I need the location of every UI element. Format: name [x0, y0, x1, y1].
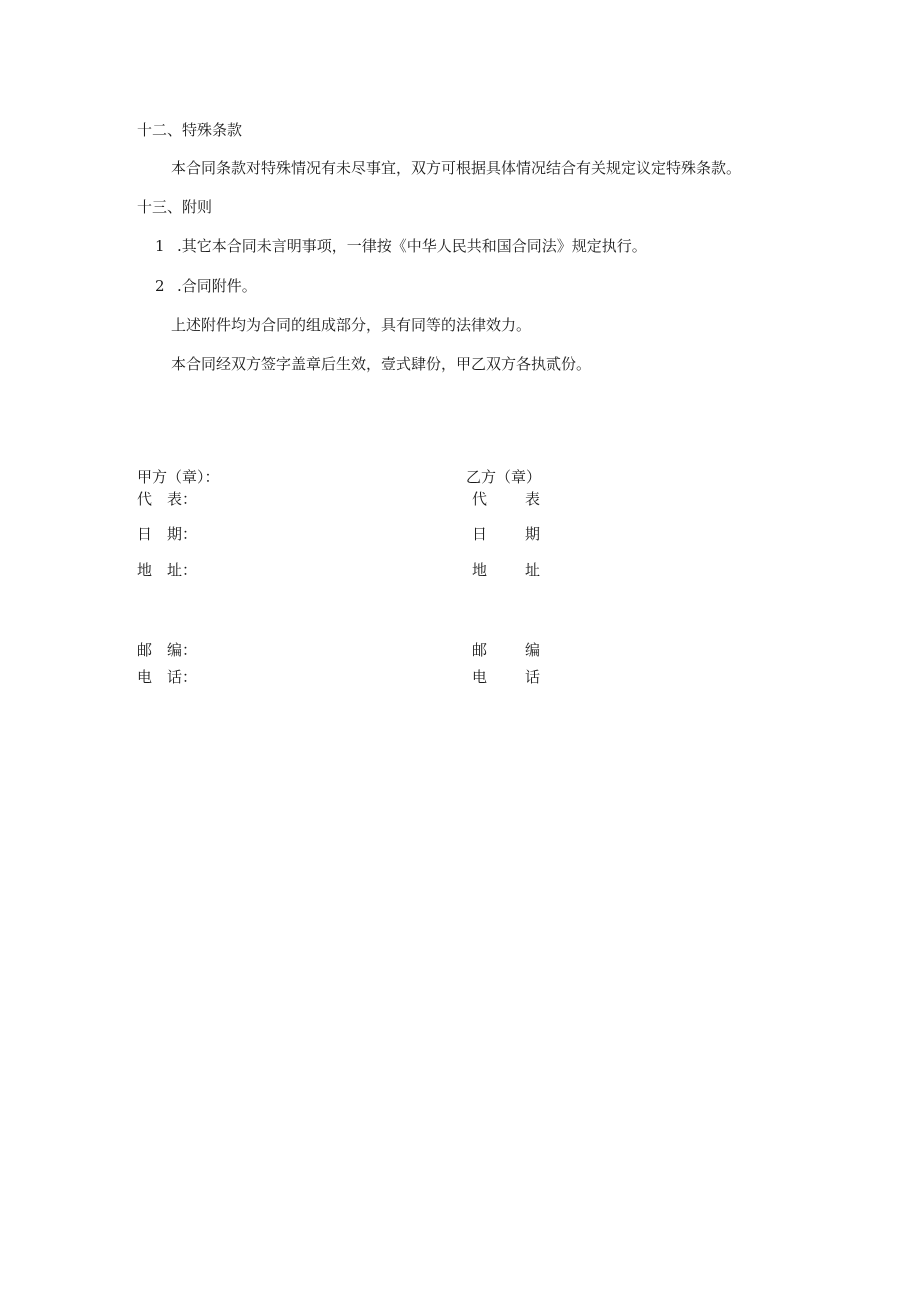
- label-char: 电: [137, 668, 153, 686]
- section-12-body: 本合同条款对特殊情况有未尽事宜，双方可根据具体情况结合有关规定议定特殊条款。: [171, 159, 742, 177]
- label-char: 话：: [166, 668, 197, 686]
- party-b-date: [472, 524, 540, 544]
- party-b-phone: [472, 667, 540, 687]
- party-b-title: 乙方（章）: [466, 468, 542, 486]
- item-number: 1: [155, 237, 165, 255]
- section-13-item-1: [155, 236, 647, 256]
- label-char: 地: [137, 561, 153, 579]
- label-char: 话: [524, 668, 540, 686]
- section-13-para-1: 上述附件均为合同的组成部分，具有同等的法律效力。: [171, 316, 532, 334]
- label-char: 表：: [166, 490, 197, 508]
- label-char: 日: [137, 525, 153, 543]
- party-a-address: [137, 560, 197, 580]
- party-a-phone: [137, 667, 197, 687]
- label-char: 邮: [472, 641, 488, 659]
- label-char: 编：: [166, 641, 197, 659]
- party-b-representative: [472, 489, 540, 509]
- party-a-representative: [137, 489, 197, 509]
- item-number: 2: [155, 277, 165, 295]
- label-char: 址：: [166, 561, 197, 579]
- label-char: 代: [472, 490, 488, 508]
- label-char: 期: [524, 525, 540, 543]
- party-a-postcode: [137, 640, 197, 660]
- section-13-heading: 十三、附则: [137, 198, 213, 216]
- label-char: 址: [524, 561, 540, 579]
- label-char: 地: [472, 561, 488, 579]
- label-char: 编: [524, 641, 540, 659]
- party-a-title: 甲方（章）：: [137, 468, 220, 486]
- item-text: .其它本合同未言明事项，一律按《中华人民共和国合同法》规定执行。: [177, 237, 647, 255]
- label-char: 日: [472, 525, 488, 543]
- section-13-para-2: 本合同经双方签字盖章后生效，壹式肆份，甲乙双方各执贰份。: [171, 355, 592, 373]
- party-b-postcode: [472, 640, 540, 660]
- party-a-date: [137, 524, 197, 544]
- label-char: 邮: [137, 641, 153, 659]
- section-13-item-2: [155, 276, 257, 296]
- label-char: 表: [524, 490, 540, 508]
- item-text: .合同附件。: [177, 277, 257, 295]
- label-char: 电: [472, 668, 488, 686]
- party-b-address: [472, 560, 540, 580]
- label-char: 代: [137, 490, 153, 508]
- section-12-heading: 十二、特殊条款: [137, 121, 243, 139]
- label-char: 期：: [166, 525, 197, 543]
